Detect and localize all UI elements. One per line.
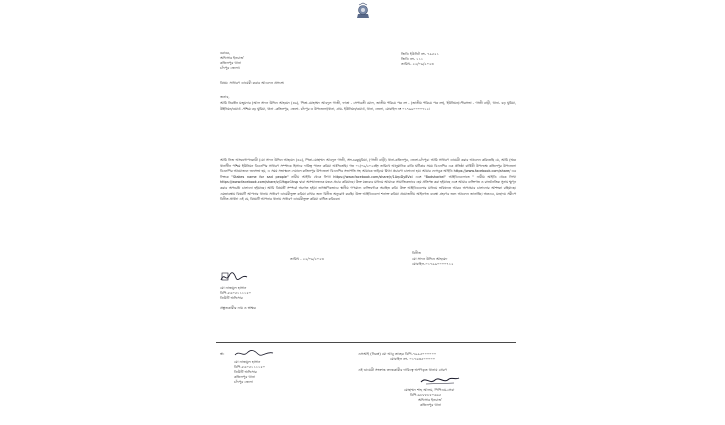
left-officer-id: বিপি-৮৬০৫১১১১৫০ (220, 291, 252, 295)
recipient-line-1: বরাবর, (220, 51, 231, 55)
oc-signature-icon (420, 374, 460, 386)
oc-name: মোহাম্মদ শাহ আলম, পিপিএম-সেবা (404, 388, 455, 392)
intro-paragraph: আমি নিরঞ্জন মজুমদার (আল সাদন উদ্দিন আহমেদ (৪৬), পিতা-মোহাম্মদ আবদুল গাজী, ফাতা - সেপারতী মোল, জাতীয় পরিচয় পত্র নং - (জাতীয় পরিচয় পত্র নং), ইউনিয়ন/পৌরসভা - গাজী বাড়ী, থানা- বড় ঘুমিয়া, উইনিয়ন/ওয়ার্ড -পশ্চিম বড় ঘুমিয়া, থানা -কতিলপুর, জেলা- চাঁদপুর ও উপজেলা/থানা, গ্রাম- ইউনিয়ন/ওয়ার্ড, থানা, জেলা, মোবাইল নং ০১৭৯৯০০০০৭১২। (220, 101, 516, 111)
bottom-officer-role-1: ডিউটি অফিসার (234, 370, 257, 374)
bottom-officer-name: মো নাজমুল হাসান (234, 360, 261, 364)
recipient-line-3: কতিলপুর থানা (220, 61, 242, 65)
date-left: তারিখ - ২২/০৯/২০২৩ (290, 257, 324, 261)
body-paragraph: আমি নিজ আত্মগোপনকারী (মো সাদন উদ্দিন আহমেদ (৪৬), পিতা-মোহাম্মদ আবদুল গাজী, সাং-চরকুমুরিয়া, (গাজী বাড়ী) থানা-কতিলপুর, জেলা-চাঁদপুর। আমি সাধারণ ডায়েরী করার আবেদন করিতেছি যে, আমি (অত্র থানাধীন পশ্চিম ইউনিয়ন বিএনপির সাধারণ সম্পাদক হিসাবে দায়িত্ব পালন করিয়া আসিতেছি। গত ০১/০৯/২০২৩ইং তারিখে আনুমানিক রাত্রি ঘটিকার সময় বিএনপির এক প্রতিষ্ঠা বার্ষিকী উপলক্ষে কতিলপুর উপজেলা বিএনপির আয়োজনে জনসভা হয়, এ সময় সভাস্থলে দেয়ালে কতিলপুর উপজেলা বিএনপির সভাপতি সহ আমাকে জড়িয়ে মিথ্যা প্রচারণা চালানো হয়। আমার ফেসবুক আইডি https://www.facebook.com/share/ এর লিংকে "Stakes name for sad people" নামীয় আইডি থেকে লিখা https://www.facebook.com/share/r/1ArpDy8Vxl এবং "Badsharkel" আইডিগুলোতে " নামীয় আইডি থেকে লিখা https://www.facebook.com/share/v/19qpr1hsp দ্বারা অসম্মানজনক মন্তব্য প্রচার করিয়াছে। উক্ত মন্তব্যের মাধ্যমে আমাকে সামাজিকভাবে হেয় প্রতিপন্ন করা হইয়াছে এবং আমার ব্যক্তিগত ও রাজনৈতিক সুনাম ক্ষুণ্ন করার অপচেষ্টা চালানো হইয়াছে। আমি বিষয়টি সম্পর্কে অবগত হইয়া তাৎক্ষণিকভাবে স্থানীয় গণ্যমান্য ব্যক্তিবর্গকে অবহিত করি। উক্ত আইডিগুলোর মাধ্যমে ভবিষ্যতে আরও অপপ্রচার চালানোর আশংকা রহিয়াছে। এমতাবস্থায় বিষয়টি আপনার থানায় সাধারণ ডায়েরীভুক্ত করিয়া রাখার জন্য বিনীত অনুরোধ করছি। উক্ত আইডিগুলো শনাক্ত করিয়া প্রয়োজনীয় আইনগত ব্যবস্থা গ্রহণের জন্য আবেদন জানাচ্ছি। অতএব, মহোদয় সমীপে বিনীত প্রার্থনা এই যে, বিষয়টি আপনার থানায় সাধারণ ডায়েরীভুক্ত করিয়া বাধিত করিবেন। (220, 158, 516, 202)
police-emblem-icon (354, 2, 372, 20)
bottom-officer-role-3: চাঁদপুর জেলা (234, 380, 253, 384)
gd-no: জিডি নং- ১১১ (401, 57, 424, 61)
subject-line: বিষয়: সাধারণ ডায়েরী করার আবেদন প্রসঙ্গে। (220, 81, 285, 85)
si-line-1: এসআই (নিরস্ত্র) মো আবু তাহের বিপি-৭৯৯৫০০০০০০ (358, 352, 437, 356)
recipient-line-4: চাঁদপুর জেলা। (220, 66, 241, 70)
bottom-officer-role-2: কতিলপুর থানা (234, 375, 256, 379)
received-note: প্রস্তুতকারীর নাম ও স্বাক্ষর (220, 306, 256, 310)
duty-officer-signature-icon (220, 270, 248, 284)
bottom-officer-signature-icon (234, 348, 274, 358)
header-date: তারিখ- ২২/০৯/২০২৩ (401, 62, 434, 66)
oc-role-1: অফিসার ইনচার্জ (418, 398, 442, 402)
applicant-mobile: মোবাইল-০১৭৯৯০০০০৭১২ (412, 262, 454, 266)
gd-letter (208, 0, 524, 425)
bottom-officer-id: বিপি-৮৬০৫১১১১৫০ (234, 365, 266, 369)
oc-role-2: কতিলপুর থানা (420, 403, 442, 407)
salutation: জনাব, (220, 95, 230, 99)
si-line-2: মোবাইল নং- ০১৭৬৩৫০০০০০ (390, 357, 436, 361)
recipient-line-2: অফিসার ইনচার্জ (220, 56, 244, 60)
section-divider (216, 342, 516, 343)
applicant-name: মো সাদন উদ্দিন আহমেদ (412, 257, 448, 261)
signature-label: স্বা: (220, 352, 225, 356)
si-line-3: এই ডায়েরী সংক্রান্ত তদন্তকারীর দায়িত্বে অর্পণকৃত থানায় প্রেরণ (358, 368, 447, 372)
memo-no: জিডি ইউনিট নং- ৭৯৫২১ (401, 52, 439, 56)
closing: বিনীত (412, 251, 421, 255)
left-officer-name: মো নাজমুল হাসান (220, 286, 247, 290)
left-officer-role: ডিউটি অফিসার (220, 296, 243, 300)
oc-id: বিপি-৬৮৮৮৮৫০৬৬৫ (410, 393, 442, 397)
